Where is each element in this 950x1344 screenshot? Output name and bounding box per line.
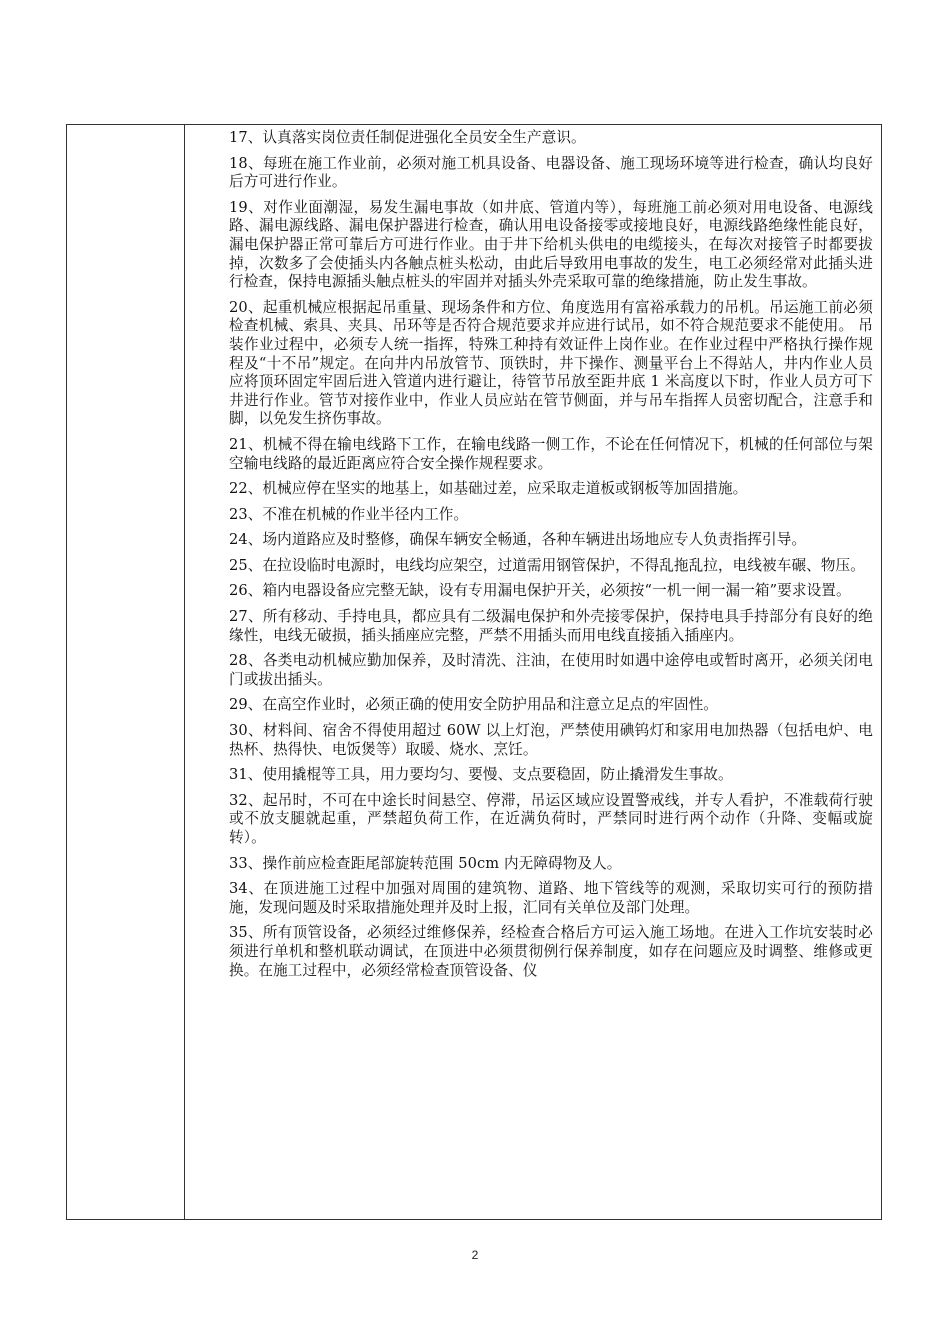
table-content-column: [185, 125, 881, 1219]
item-30: 30、材料间、宿舍不得使用超过 60W 以上灯泡，严禁使用碘钨灯和家用电加热器（包括电炉、电热杯、热得快、电饭煲等）取暖、烧水、烹饪。: [229, 722, 873, 758]
document-table: [66, 124, 882, 1220]
item-28: 28、各类电动机械应勤加保养，及时清洗、注油，在使用时如遇中途停电或暂时离开，必须关闭电门或拔出插头。: [229, 652, 873, 688]
item-25: 25、在拉设临时电源时，电线均应架空，过道需用钢管保护，不得乱拖乱拉，电线被车碾、物压。: [229, 556, 865, 574]
item-19: 19、对作业面潮湿，易发生漏电事故（如井底、管道内等），每班施工前必须对用电设备、电源线路、漏电源线路、漏电保护器进行检查，确认用电设备接零或接地良好，电源线路绝缘性能良好，漏电保护器正常可靠后方可进行作业。由于井下给机头供电的电缆接头，在每次对接管子时都要拔掉，次数多了会使插头内各触点桩头松动，由此后导致用电事故的发生，电工必须经常对此插头进行检查，保持电源插头触点桩头的牢固并对插头外壳采取可靠的绝缘措施，防止发生事故。: [229, 198, 873, 291]
item-27: 27、所有移动、手持电具，都应具有二级漏电保护和外壳接零保护，保持电具手持部分有良好的绝缘性，电线无破损，插头插座应完整，严禁不用插头而用电线直接插入插座内。: [229, 608, 873, 644]
item-35: 35、所有顶管设备，必须经过维修保养，经检查合格后方可运入施工场地。在进入工作坑安装时必须进行单机和整机联动调试，在顶进中必须贯彻例行保养制度，如存在问题应及时调整、维修或更换。在施工过程中，必须经常检查顶管设备、仪: [229, 924, 873, 979]
item-23: 23、不准在机械的作业半径内工作。: [229, 505, 469, 523]
item-29: 29、在高空作业时，必须正确的使用安全防护用品和注意立足点的牢固性。: [229, 696, 718, 714]
item-34: 34、在顶进施工过程中加强对周围的建筑物、道路、地下管线等的观测，采取切实可行的预防措施，发现问题及时采取措施处理并及时上报，汇同有关单位及部门处理。: [229, 880, 873, 916]
item-32: 32、起吊时，不可在中途长时间悬空、停滞，吊运区域应设置警戒线，并专人看护，不准载荷行驶或不放支腿就起重，严禁超负荷工作，在近满负荷时，严禁同时进行两个动作（升降、变幅或旋转）。: [229, 791, 873, 846]
table-left-column: [67, 125, 185, 1219]
item-22: 22、机械应停在坚实的地基上，如基础过差，应采取走道板或钢板等加固措施。: [229, 480, 748, 498]
item-24: 24、场内道路应及时整修，确保车辆安全畅通，各种车辆进出场地应专人负责指挥引导。: [229, 531, 807, 549]
item-26: 26、箱内电器设备应完整无缺，设有专用漏电保护开关，必须按“一机一闸一漏一箱”要求设置。: [229, 582, 851, 600]
item-18: 18、每班在施工作业前，必须对施工机具设备、电器设备、施工现场环境等进行检查，确认均良好后方可进行作业。: [229, 154, 873, 191]
page-number: 2: [471, 1248, 479, 1262]
item-20: 20、起重机械应根据起吊重量、现场条件和方位、角度选用有富裕承载力的吊机。吊运施工前必须检查机械、索具、夹具、吊环等是否符合规范要求并应进行试吊，如不符合规范要求不能使用。 吊装作业过程中，必须专人统一指挥，特殊工种持有效证件上岗作业。在作业过程中严格执行操作规程及“十不吊”规定。在向井内吊放管节、顶铁时，井下操作、测量平台上不得站人，井内作业人员应将顶环固定牢固后进入管道内进行避让，待管节吊放至距井底 1 米高度以下时，作业人员方可下井进行作业。管节对接作业中，作业人员应站在管节侧面，并与吊车指挥人员密切配合，注意手和脚，以免发生挤伤事故。: [229, 298, 873, 428]
item-17: 17、认真落实岗位责任制促进强化全员安全生产意识。: [229, 129, 586, 146]
item-21: 21、机械不得在输电线路下工作，在输电线路一侧工作，不论在任何情况下，机械的任何部位与架空输电线路的最近距离应符合安全操作规程要求。: [229, 435, 873, 472]
item-31: 31、使用撬棍等工具，用力要均匀、要慢、支点要稳固，防止撬滑发生事故。: [229, 766, 733, 784]
item-33: 33、操作前应检查距尾部旋转范围 50cm 内无障碍物及人。: [229, 854, 622, 872]
